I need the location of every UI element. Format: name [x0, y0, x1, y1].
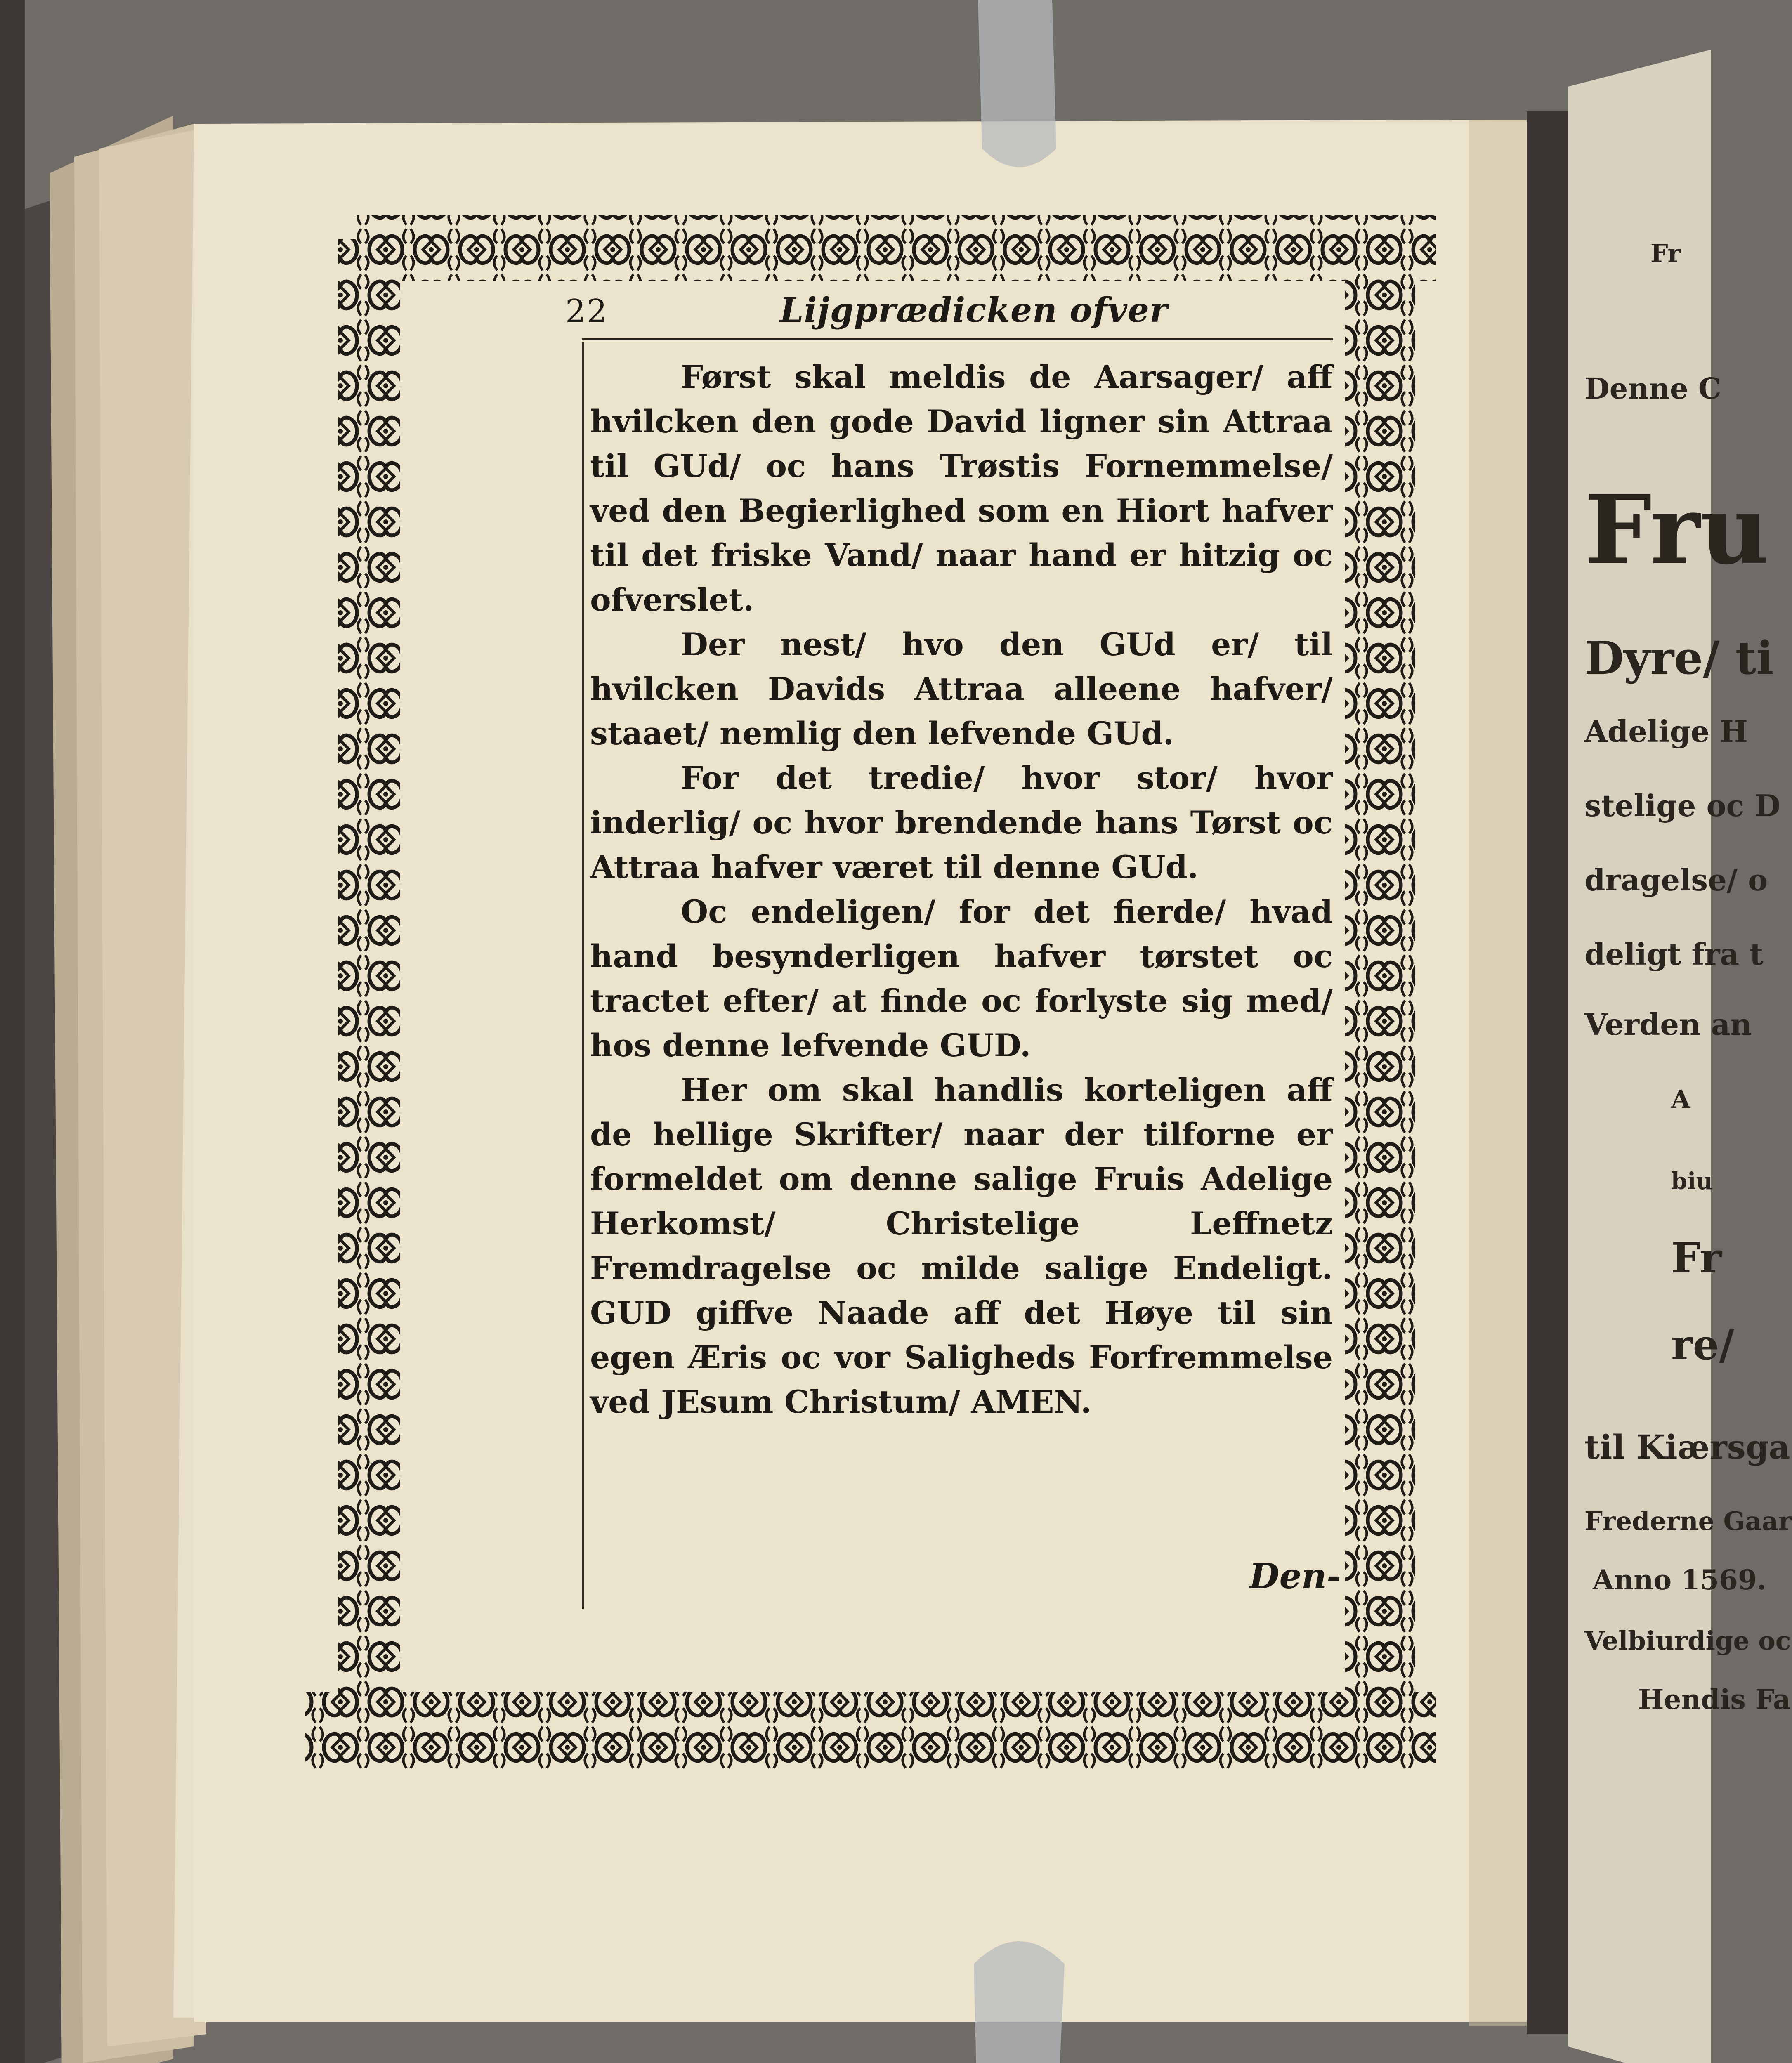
- right-page-line: Anno 1569.: [1593, 1564, 1766, 1596]
- right-page-line: biu: [1671, 1168, 1713, 1195]
- header-rule: [582, 338, 1333, 340]
- paragraph-1: Først skal meldis de Aarsager/ aff hvilcken den gode David ligner sin Attraa til GUd/ oc hans Trøstis Fornemmelse/ ved den Begierlighed som en Hiort hafver til det friske Vand/ naar hand er hitzig oc ofverslet.: [590, 359, 1333, 618]
- running-head: Lijgprædicken ofver: [780, 290, 1168, 330]
- right-page-line: A: [1671, 1085, 1690, 1114]
- right-page-line: stelige oc D: [1584, 788, 1780, 823]
- bottom-clip: [974, 1941, 1065, 2063]
- right-page-line: Adelige H: [1584, 714, 1748, 749]
- right-page-line: dragelse/ o: [1584, 862, 1768, 897]
- paragraph-3: For det tredie/ hvor stor/ hvor inderlig/ oc hvor brendende hans Tørst oc Attraa hafver været til denne GUd.: [590, 760, 1333, 885]
- page-number: 22: [565, 293, 608, 330]
- ornamental-border-top: [355, 215, 1436, 281]
- right-page-line: re/: [1671, 1320, 1734, 1369]
- ornamental-border-right: [1345, 264, 1415, 1733]
- ornamental-border-left: [338, 239, 400, 1725]
- right-page-line: Denne C: [1584, 371, 1721, 406]
- right-page-line: til Kiærsga: [1584, 1428, 1790, 1466]
- catchword: Den-: [1249, 1556, 1341, 1596]
- right-page-line: Frederne Gaar: [1584, 1506, 1792, 1536]
- right-page-line: Fru: [1584, 474, 1769, 586]
- margin-rule: [582, 342, 584, 1609]
- right-page-line: Fr: [1650, 239, 1681, 268]
- ornamental-border-bottom: [305, 1692, 1436, 1770]
- paragraph-5: Her om skal handlis korteligen aff de hellige Skrifter/ naar der tilforne er formeldet om denne salige Fruis Adelige Herkomst/ Christelige Leffnetz Fremdragelse oc milde salige Endeligt. GUD giffve Naade aff det Høye til sin egen Æris oc vor Saligheds Forfremmelse ved JEsum Christum/ AMEN.: [590, 1072, 1333, 1420]
- paragraph-4: Oc endeligen/ for det fierde/ hvad hand besynderligen hafver tørstet oc tractet efter/ at finde oc forlyste sig med/ hos denne lefvende GUD.: [590, 893, 1333, 1064]
- top-clip: [978, 0, 1056, 167]
- body-text: [590, 355, 1333, 1424]
- right-page-fragment: [1556, 62, 1792, 2001]
- right-page-line: Dyre/ ti: [1584, 631, 1774, 685]
- right-page-line: Hendis Fa: [1638, 1683, 1791, 1716]
- text-block: [565, 285, 1341, 1617]
- right-page-line: Verden an: [1584, 1007, 1752, 1042]
- right-page-line: Velbiurdige oc: [1584, 1626, 1791, 1656]
- paragraph-2: Der nest/ hvo den GUd er/ til hvilcken Davids Attraa alleene hafver/ staaet/ nemlig den lefvende GUd.: [590, 626, 1333, 752]
- right-page-line: Fr: [1671, 1234, 1721, 1282]
- right-page-line: deligt fra t: [1584, 937, 1764, 972]
